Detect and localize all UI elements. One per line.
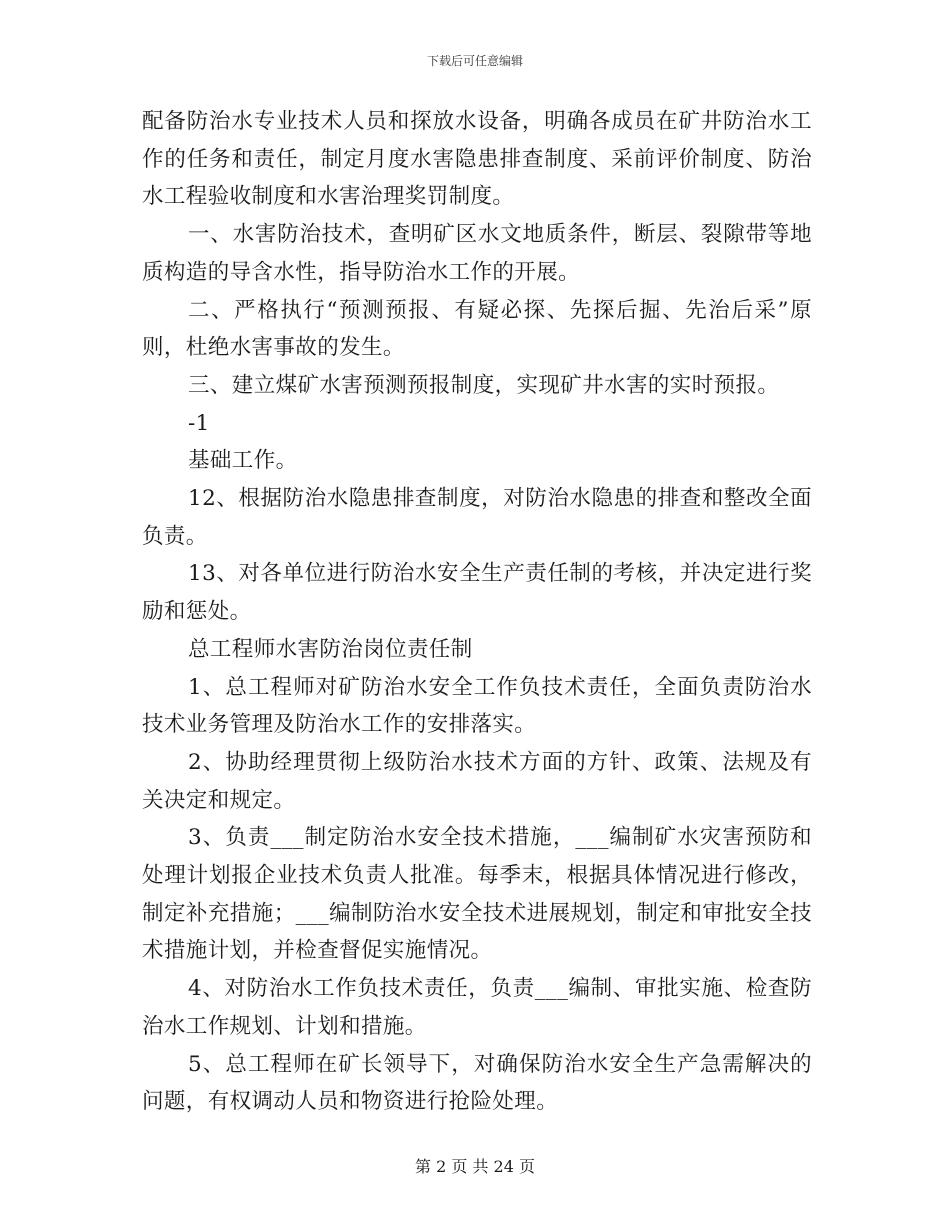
paragraph-2: 二、严格执行“预测预报、有疑必探、先探后掘、先治后采”原则，杜绝水害事故的发生。 <box>142 297 812 361</box>
paragraph-1: 一、水害防治技术，查明矿区水文地质条件，断层、裂隙带等地质构造的导含水性，指导防治水工作的开展。 <box>142 222 812 285</box>
document-body <box>142 103 812 1121</box>
section-heading: 总工程师水害防治岗位责任制 <box>188 636 473 662</box>
paragraph-3: 三、建立煤矿水害预测预报制度，实现矿井水害的实时预报。 <box>188 372 780 398</box>
paragraph-12: 4、对防治水工作负技术责任，负责___编制、审批实施、检查防治水工作规划、计划和措施。 <box>142 976 812 1039</box>
page-number-footer: 第 2 页 共 24 页 <box>415 1157 535 1176</box>
paragraph-5: 基础工作。 <box>188 448 298 474</box>
paragraph-10: 2、协助经理贯彻上级防治水技术方面的方针、政策、法规及有关决定和规定。 <box>142 749 812 813</box>
page-header-note: 下载后可任意编辑 <box>426 54 523 68</box>
paragraph-11: 3、负责___制定防治水安全技术措施，___编制矿水灾害预防和处理计划报企业技术负责人批准。每季末，根据具体情况进行修改，制定补充措施；___编制防治水安全技术进展规划，制定和审批安全技术措施计划，并检查督促实施情况。 <box>142 825 812 964</box>
paragraph-13: 5、总工程师在矿长领导下，对确保防治水安全生产急需解决的问题，有权调动人员和物资进行抢险处理。 <box>142 1051 812 1115</box>
paragraph-6: 12、根据防治水隐患排查制度，对防治水隐患的排查和整改全面负责。 <box>142 486 812 549</box>
paragraph-0: 配备防治水专业技术人员和探放水设备，明确各成员在矿井防治水工作的任务和责任，制定月度水害隐患排查制度、采前评价制度、防治水工程验收制度和水害治理奖罚制度。 <box>142 109 812 210</box>
paragraph-9: 1、总工程师对矿防治水安全工作负技术责任，全面负责防治水技术业务管理及防治水工作的安排落实。 <box>142 674 812 738</box>
paragraph-7: 13、对各单位进行防治水安全生产责任制的考核，并决定进行奖励和惩处。 <box>142 561 812 625</box>
paragraph-4: -1 <box>188 410 210 436</box>
